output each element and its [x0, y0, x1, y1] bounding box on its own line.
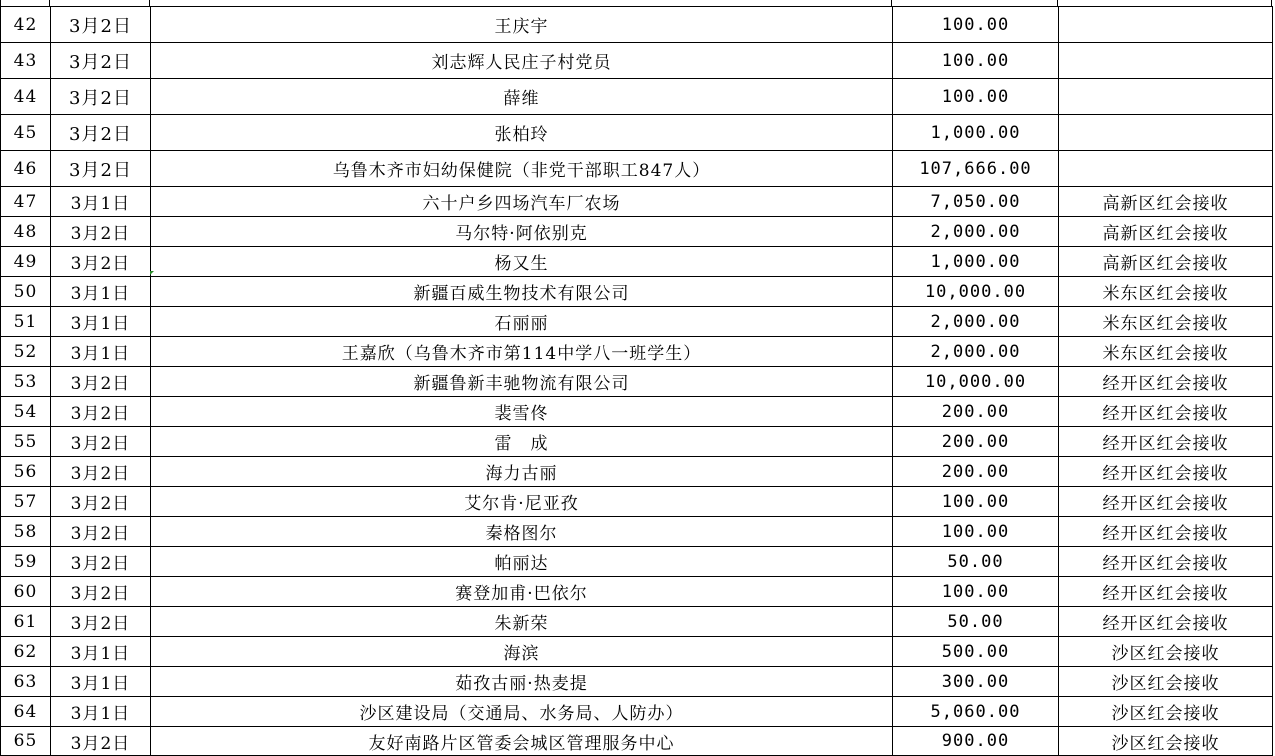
donor-name-cell[interactable]: 新疆鲁新丰驰物流有限公司 — [151, 367, 893, 397]
date-cell[interactable]: 3月2日 — [51, 607, 151, 637]
row-number-cell[interactable]: 58 — [1, 517, 51, 547]
amount-cell[interactable]: 100.00 — [893, 577, 1059, 607]
amount-cell[interactable]: 900.00 — [893, 727, 1059, 756]
amount-cell[interactable]: 200.00 — [893, 397, 1059, 427]
row-number-cell[interactable]: 57 — [1, 487, 51, 517]
donor-name-cell[interactable]: 雷 成 — [151, 427, 893, 457]
table-row — [1, 367, 1273, 397]
donor-name-cell[interactable]: 沙区建设局（交通局、水务局、人防办） — [151, 697, 893, 727]
table-row — [1, 427, 1273, 457]
receiver-note-cell[interactable]: 高新区红会接收 — [1059, 217, 1273, 247]
receiver-note-cell[interactable]: 沙区红会接收 — [1059, 697, 1273, 727]
date-cell[interactable]: 3月2日 — [51, 151, 151, 187]
donation-table-body — [1, 7, 1273, 756]
receiver-note-cell[interactable]: 经开区红会接收 — [1059, 427, 1273, 457]
row-number-cell[interactable]: 52 — [1, 337, 51, 367]
table-row — [1, 337, 1273, 367]
receiver-note-cell[interactable]: 高新区红会接收 — [1059, 247, 1273, 277]
date-cell[interactable]: 3月1日 — [51, 337, 151, 367]
table-row — [1, 697, 1273, 727]
receiver-note-cell[interactable]: 经开区红会接收 — [1059, 487, 1273, 517]
donor-name-cell[interactable]: 刘志辉人民庄子村党员 — [151, 43, 893, 79]
table-row — [1, 487, 1273, 517]
receiver-note-cell[interactable] — [1059, 151, 1273, 187]
donor-name-cell[interactable]: 友好南路片区管委会城区管理服务中心 — [151, 727, 893, 756]
row-number-cell[interactable]: 64 — [1, 697, 51, 727]
donor-name-cell[interactable]: 艾尔肯·尼亚孜 — [151, 487, 893, 517]
row-number-cell[interactable]: 50 — [1, 277, 51, 307]
donor-name-cell[interactable]: 帕丽达 — [151, 547, 893, 577]
donor-name-cell[interactable]: 杨又生 — [151, 247, 893, 277]
amount-cell[interactable]: 50.00 — [893, 607, 1059, 637]
date-cell[interactable]: 3月2日 — [51, 427, 151, 457]
receiver-note-cell[interactable]: 米东区红会接收 — [1059, 337, 1273, 367]
row-number-cell[interactable]: 48 — [1, 217, 51, 247]
table-row — [1, 727, 1273, 756]
donor-name-cell[interactable]: 裴雪佟 — [151, 397, 893, 427]
date-cell[interactable]: 3月1日 — [51, 667, 151, 697]
table-row — [1, 637, 1273, 667]
table-row — [1, 217, 1273, 247]
table-row — [1, 43, 1273, 79]
receiver-note-cell[interactable] — [1059, 43, 1273, 79]
donor-name-cell[interactable]: 海滨 — [151, 637, 893, 667]
amount-cell[interactable]: 1,000.00 — [893, 247, 1059, 277]
table-row — [1, 7, 1273, 43]
table-row — [1, 607, 1273, 637]
receiver-note-cell[interactable]: 经开区红会接收 — [1059, 547, 1273, 577]
receiver-note-cell[interactable]: 经开区红会接收 — [1059, 367, 1273, 397]
date-cell[interactable]: 3月1日 — [51, 637, 151, 667]
row-number-cell[interactable]: 56 — [1, 457, 51, 487]
amount-cell[interactable]: 100.00 — [893, 517, 1059, 547]
amount-cell[interactable]: 107,666.00 — [893, 151, 1059, 187]
donor-name-cell[interactable]: 茹孜古丽·热麦提 — [151, 667, 893, 697]
row-number-cell[interactable]: 46 — [1, 151, 51, 187]
amount-cell[interactable]: 300.00 — [893, 667, 1059, 697]
date-cell[interactable]: 3月2日 — [51, 517, 151, 547]
row-number-cell[interactable]: 62 — [1, 637, 51, 667]
amount-cell[interactable]: 100.00 — [893, 7, 1059, 43]
donor-name-cell[interactable]: 王嘉欣（乌鲁木齐市第114中学八一班学生） — [151, 337, 893, 367]
receiver-note-cell[interactable] — [1059, 115, 1273, 151]
donor-name-cell[interactable]: 薛维 — [151, 79, 893, 115]
row-number-cell[interactable]: 43 — [1, 43, 51, 79]
donor-name-cell[interactable]: 石丽丽 — [151, 307, 893, 337]
table-row — [1, 517, 1273, 547]
donor-name-cell[interactable]: 乌鲁木齐市妇幼保健院（非党干部职工847人） — [151, 151, 893, 187]
receiver-note-cell[interactable]: 经开区红会接收 — [1059, 457, 1273, 487]
row-number-cell[interactable]: 44 — [1, 79, 51, 115]
date-cell[interactable]: 3月2日 — [51, 217, 151, 247]
donation-table — [0, 6, 1273, 756]
amount-cell[interactable]: 100.00 — [893, 79, 1059, 115]
date-cell[interactable]: 3月2日 — [51, 547, 151, 577]
receiver-note-cell[interactable]: 沙区红会接收 — [1059, 667, 1273, 697]
amount-cell[interactable]: 500.00 — [893, 637, 1059, 667]
row-number-cell[interactable]: 51 — [1, 307, 51, 337]
receiver-note-cell[interactable]: 沙区红会接收 — [1059, 637, 1273, 667]
cell-comment-marker-icon — [150, 271, 154, 275]
date-cell[interactable]: 3月2日 — [51, 43, 151, 79]
donor-name-cell[interactable]: 六十户乡四场汽车厂农场 — [151, 187, 893, 217]
table-row — [1, 307, 1273, 337]
date-cell[interactable]: 3月2日 — [51, 487, 151, 517]
row-number-cell[interactable]: 61 — [1, 607, 51, 637]
donor-name-cell[interactable]: 赛登加甫·巴依尔 — [151, 577, 893, 607]
row-number-cell[interactable]: 45 — [1, 115, 51, 151]
receiver-note-cell[interactable]: 高新区红会接收 — [1059, 187, 1273, 217]
donor-name-cell[interactable]: 海力古丽 — [151, 457, 893, 487]
row-number-cell[interactable]: 63 — [1, 667, 51, 697]
amount-cell[interactable]: 2,000.00 — [893, 337, 1059, 367]
date-cell[interactable]: 3月1日 — [51, 307, 151, 337]
amount-cell[interactable]: 100.00 — [893, 43, 1059, 79]
amount-cell[interactable]: 10,000.00 — [893, 277, 1059, 307]
receiver-note-cell[interactable]: 经开区红会接收 — [1059, 607, 1273, 637]
donor-name-cell[interactable]: 朱新荣 — [151, 607, 893, 637]
row-number-cell[interactable]: 55 — [1, 427, 51, 457]
date-cell[interactable]: 3月2日 — [51, 577, 151, 607]
donor-name-cell[interactable]: 秦格图尔 — [151, 517, 893, 547]
receiver-note-cell[interactable]: 经开区红会接收 — [1059, 517, 1273, 547]
date-cell[interactable]: 3月2日 — [51, 79, 151, 115]
date-cell[interactable]: 3月2日 — [51, 367, 151, 397]
amount-cell[interactable]: 200.00 — [893, 457, 1059, 487]
table-row — [1, 547, 1273, 577]
donor-name-cell[interactable]: 新疆百威生物技术有限公司 — [151, 277, 893, 307]
donor-name-cell[interactable]: 张柏玲 — [151, 115, 893, 151]
date-cell[interactable]: 3月1日 — [51, 187, 151, 217]
table-row — [1, 151, 1273, 187]
amount-cell[interactable]: 7,050.00 — [893, 187, 1059, 217]
row-number-cell[interactable]: 49 — [1, 247, 51, 277]
date-cell[interactable]: 3月1日 — [51, 277, 151, 307]
table-row — [1, 457, 1273, 487]
table-row — [1, 577, 1273, 607]
donor-name-cell[interactable]: 王庆宇 — [151, 7, 893, 43]
date-cell[interactable]: 3月1日 — [51, 697, 151, 727]
date-cell[interactable]: 3月2日 — [51, 7, 151, 43]
receiver-note-cell[interactable] — [1059, 79, 1273, 115]
receiver-note-cell[interactable]: 米东区红会接收 — [1059, 307, 1273, 337]
row-number-cell[interactable]: 53 — [1, 367, 51, 397]
donor-name-cell[interactable]: 马尔特·阿依别克 — [151, 217, 893, 247]
receiver-note-cell[interactable]: 经开区红会接收 — [1059, 577, 1273, 607]
amount-cell[interactable]: 200.00 — [893, 427, 1059, 457]
receiver-note-cell[interactable]: 经开区红会接收 — [1059, 397, 1273, 427]
amount-cell[interactable]: 50.00 — [893, 547, 1059, 577]
row-number-cell[interactable]: 42 — [1, 7, 51, 43]
date-cell[interactable]: 3月2日 — [51, 115, 151, 151]
row-number-cell[interactable]: 47 — [1, 187, 51, 217]
table-row — [1, 247, 1273, 277]
amount-cell[interactable]: 10,000.00 — [893, 367, 1059, 397]
row-number-cell[interactable]: 65 — [1, 727, 51, 756]
table-row — [1, 667, 1273, 697]
table-row — [1, 187, 1273, 217]
amount-cell[interactable]: 100.00 — [893, 487, 1059, 517]
table-row — [1, 115, 1273, 151]
amount-cell[interactable]: 5,060.00 — [893, 697, 1059, 727]
table-row — [1, 79, 1273, 115]
table-row — [1, 277, 1273, 307]
receiver-note-cell[interactable]: 米东区红会接收 — [1059, 277, 1273, 307]
receiver-note-cell[interactable] — [1059, 7, 1273, 43]
date-cell[interactable]: 3月2日 — [51, 397, 151, 427]
amount-cell[interactable]: 2,000.00 — [893, 217, 1059, 247]
table-row — [1, 397, 1273, 427]
row-number-cell[interactable]: 60 — [1, 577, 51, 607]
date-cell[interactable]: 3月2日 — [51, 247, 151, 277]
amount-cell[interactable]: 2,000.00 — [893, 307, 1059, 337]
row-number-cell[interactable]: 59 — [1, 547, 51, 577]
receiver-note-cell[interactable]: 沙区红会接收 — [1059, 727, 1273, 756]
row-number-cell[interactable]: 54 — [1, 397, 51, 427]
date-cell[interactable]: 3月2日 — [51, 727, 151, 756]
amount-cell[interactable]: 1,000.00 — [893, 115, 1059, 151]
date-cell[interactable]: 3月2日 — [51, 457, 151, 487]
